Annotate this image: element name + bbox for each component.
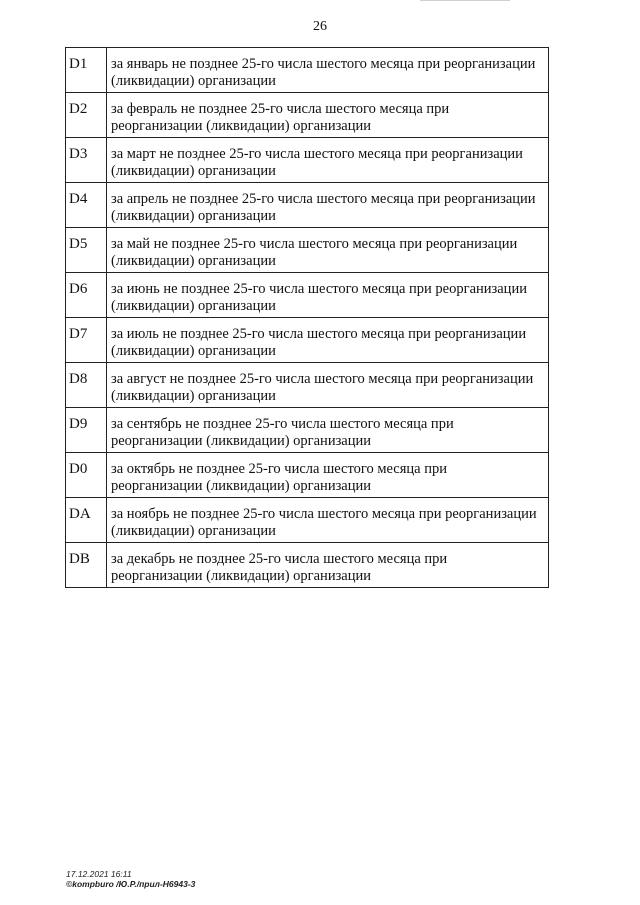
code-cell: D0: [66, 453, 107, 498]
description-cell: за ноябрь не позднее 25-го числа шестого месяца при реорганизации (ликвидации) организации: [107, 498, 549, 543]
code-cell: D5: [66, 228, 107, 273]
table-row: [66, 363, 549, 408]
code-cell: D3: [66, 138, 107, 183]
codes-table: [65, 47, 549, 588]
document-footer: [66, 869, 195, 889]
description-cell: за апрель не позднее 25-го числа шестого месяца при реорганизации (ликвидации) организации: [107, 183, 549, 228]
top-edge-line: [420, 0, 510, 1]
table-row: [66, 228, 549, 273]
description-cell: за август не позднее 25-го числа шестого месяца при реорганизации (ликвидации) организации: [107, 363, 549, 408]
description-cell: за октябрь не позднее 25-го числа шестого месяца при реорганизации (ликвидации) организации: [107, 453, 549, 498]
table-row: [66, 273, 549, 318]
description-cell: за сентябрь не позднее 25-го числа шестого месяца при реорганизации (ликвидации) организации: [107, 408, 549, 453]
code-cell: D2: [66, 93, 107, 138]
print-timestamp: 17.12.2021 16:11: [66, 869, 132, 879]
code-cell: D8: [66, 363, 107, 408]
code-cell: D1: [66, 48, 107, 93]
table-row: [66, 408, 549, 453]
description-cell: за декабрь не позднее 25-го числа шестого месяца при реорганизации (ликвидации) организации: [107, 543, 549, 588]
description-cell: за июнь не позднее 25-го числа шестого месяца при реорганизации (ликвидации) организации: [107, 273, 549, 318]
table-body: [66, 48, 549, 588]
code-cell: D9: [66, 408, 107, 453]
description-cell: за июль не позднее 25-го числа шестого месяца при реорганизации (ликвидации) организации: [107, 318, 549, 363]
page-number: 26: [313, 19, 327, 34]
table-row: [66, 48, 549, 93]
code-cell: DA: [66, 498, 107, 543]
code-cell: D4: [66, 183, 107, 228]
table-row: [66, 138, 549, 183]
description-cell: за март не позднее 25-го числа шестого месяца при реорганизации (ликвидации) организации: [107, 138, 549, 183]
table-row: [66, 93, 549, 138]
description-cell: за январь не позднее 25-го числа шестого месяца при реорганизации (ликвидации) организации: [107, 48, 549, 93]
table-row: [66, 318, 549, 363]
table-row: [66, 453, 549, 498]
code-cell: D6: [66, 273, 107, 318]
code-cell: DB: [66, 543, 107, 588]
description-cell: за май не позднее 25-го числа шестого месяца при реорганизации (ликвидации) организации: [107, 228, 549, 273]
code-cell: D7: [66, 318, 107, 363]
table-row: [66, 183, 549, 228]
table-row: [66, 498, 549, 543]
table-row: [66, 543, 549, 588]
document-stamp: ©kompburo /Ю.Р./прил-Н6943-3: [66, 879, 196, 889]
description-cell: за февраль не позднее 25-го числа шестого месяца при реорганизации (ликвидации) организации: [107, 93, 549, 138]
